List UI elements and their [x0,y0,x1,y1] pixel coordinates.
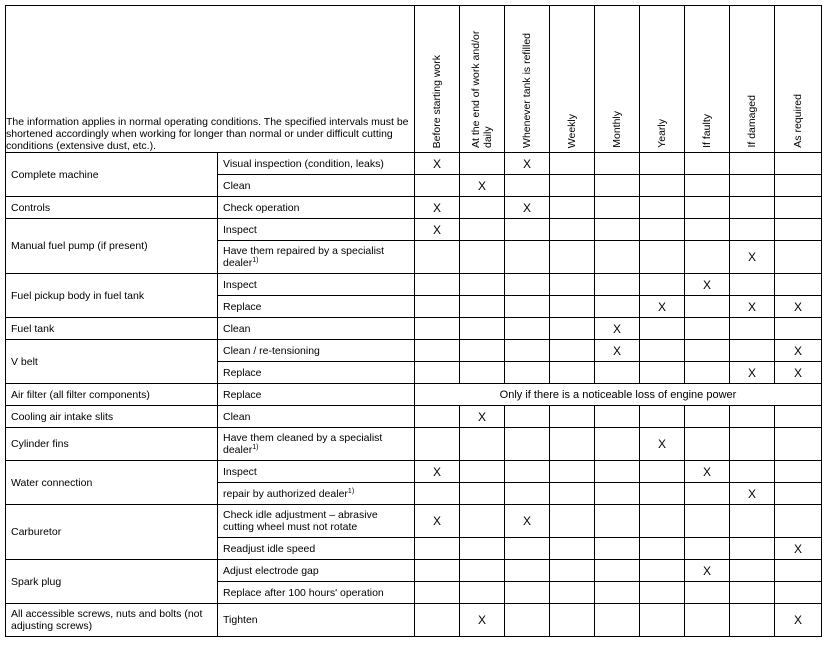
interval-cell [685,428,730,461]
interval-cell [415,318,460,340]
interval-cell [460,362,505,384]
interval-cell [415,604,460,637]
interval-cell [685,219,730,241]
interval-cell [775,483,822,505]
column-header: Yearly [640,6,685,153]
interval-cell [415,241,460,274]
action-cell [218,560,415,582]
interval-cell [595,362,640,384]
action-cell [218,505,415,538]
component-cell: All accessible screws, nuts and bolts (not adjusting screws) [6,604,218,637]
interval-cell [550,241,595,274]
interval-cell [415,175,460,197]
interval-cell [775,406,822,428]
interval-cell [685,153,730,175]
interval-cell [550,560,595,582]
interval-cell [595,604,640,637]
action-text: Have them repaired by a specialist dealer [223,245,385,269]
interval-cell [415,340,460,362]
action-cell [218,483,415,505]
interval-cell [505,560,550,582]
footnote-ref: 1) [347,487,355,495]
footnote-ref: 1) [252,444,259,451]
interval-cell [460,560,505,582]
interval-cell [640,153,685,175]
action-cell [218,604,415,637]
table-row [6,560,822,582]
interval-cell [685,318,730,340]
interval-mark: X [460,406,505,428]
interval-cell [595,241,640,274]
interval-mark: X [775,538,822,560]
interval-cell [640,505,685,538]
table-row [6,406,822,428]
column-header: Weekly [550,6,595,153]
interval-cell [730,406,775,428]
interval-cell [550,318,595,340]
interval-cell [550,428,595,461]
interval-mark: X [640,296,685,318]
interval-cell [775,219,822,241]
interval-mark: X [595,318,640,340]
footnote-ref: 1) [252,257,259,264]
action-cell [218,296,415,318]
action-cell [218,461,415,483]
interval-cell [595,538,640,560]
interval-cell [640,560,685,582]
action-text: Replace [223,300,262,313]
interval-cell [775,461,822,483]
interval-cell [460,340,505,362]
interval-cell [505,604,550,637]
interval-cell [505,582,550,604]
action-cell [218,538,415,560]
action-text: Clean [223,179,251,192]
interval-cell [640,219,685,241]
interval-cell [505,219,550,241]
interval-cell [550,197,595,219]
interval-cell [730,219,775,241]
interval-cell [460,538,505,560]
interval-cell [415,560,460,582]
interval-cell [640,538,685,560]
action-cell [218,241,415,274]
interval-cell [415,296,460,318]
interval-mark: X [415,197,460,219]
action-cell [218,318,415,340]
interval-cell [460,505,505,538]
interval-cell [640,241,685,274]
table-row [6,153,822,175]
action-cell [218,582,415,604]
interval-cell [595,428,640,461]
component-cell: Spark plug [6,560,218,604]
component-cell: Water connection [6,461,218,505]
interval-cell [550,461,595,483]
interval-cell [775,318,822,340]
column-header: At the end of work and/or daily [460,6,505,153]
column-header: If damaged [730,6,775,153]
action-text: Tighten [223,614,258,626]
interval-cell [775,241,822,274]
interval-cell [550,505,595,538]
interval-cell [730,461,775,483]
interval-cell [460,153,505,175]
interval-cell [685,340,730,362]
interval-note: Only if there is a noticeable loss of engine power [415,384,822,406]
interval-cell [685,362,730,384]
interval-cell [460,219,505,241]
interval-cell [505,296,550,318]
interval-cell [685,241,730,274]
interval-cell [640,461,685,483]
action-cell [218,153,415,175]
action-cell [218,197,415,219]
interval-cell [775,582,822,604]
interval-cell [505,175,550,197]
action-text: Clean [223,322,251,335]
interval-cell [505,241,550,274]
interval-cell [685,175,730,197]
interval-cell [550,362,595,384]
maintenance-chart [5,5,822,637]
interval-cell [640,274,685,296]
interval-mark: X [415,461,460,483]
interval-cell [415,483,460,505]
interval-cell [685,483,730,505]
action-cell [218,362,415,384]
interval-cell [550,274,595,296]
interval-cell [550,538,595,560]
action-text: Clean / re-tensioning [223,344,320,357]
interval-cell [550,582,595,604]
interval-cell [685,406,730,428]
interval-cell [595,483,640,505]
interval-mark: X [505,153,550,175]
component-cell: Controls [6,197,218,219]
interval-mark: X [730,296,775,318]
interval-mark: X [775,604,822,637]
interval-cell [730,428,775,461]
table-row [6,428,822,461]
table-row [6,384,822,406]
table-row [6,340,822,362]
interval-mark: X [730,483,775,505]
interval-cell [460,274,505,296]
interval-cell [550,340,595,362]
interval-cell [415,274,460,296]
interval-cell [775,197,822,219]
interval-cell [550,219,595,241]
interval-cell [730,505,775,538]
interval-cell [505,538,550,560]
interval-cell [685,582,730,604]
interval-cell [415,362,460,384]
interval-mark: X [685,560,730,582]
maintenance-table [5,5,822,637]
action-text: Inspect [223,465,257,478]
interval-cell [730,318,775,340]
component-cell: Air filter (all filter components) [6,384,218,406]
interval-cell [775,560,822,582]
interval-cell [640,175,685,197]
column-header: If faulty [685,6,730,153]
interval-mark: X [640,428,685,461]
component-cell: Manual fuel pump (if present) [6,219,218,274]
interval-mark: X [460,604,505,637]
interval-cell [595,219,640,241]
action-text: Inspect [223,223,257,236]
interval-cell [730,604,775,637]
action-text: Replace [223,388,262,401]
action-text: Inspect [223,278,257,291]
action-cell [218,340,415,362]
interval-mark: X [730,362,775,384]
action-text: Replace after 100 hours' operation [223,586,384,599]
interval-cell [460,197,505,219]
interval-mark: X [775,362,822,384]
interval-cell [550,153,595,175]
action-cell [218,384,415,406]
interval-cell [595,175,640,197]
interval-mark: X [415,505,460,538]
table-row [6,197,822,219]
column-header: Whenever tank is refilled [505,6,550,153]
interval-cell [595,197,640,219]
column-header: Monthly [595,6,640,153]
column-header: Before starting work [415,6,460,153]
interval-cell [460,461,505,483]
interval-cell [505,318,550,340]
interval-cell [460,582,505,604]
interval-cell [505,461,550,483]
table-row [6,274,822,296]
interval-cell [550,406,595,428]
interval-mark: X [460,175,505,197]
interval-cell [730,340,775,362]
interval-cell [685,505,730,538]
table-body [6,153,822,637]
action-text: repair by authorized dealer [223,487,348,500]
component-cell: Cooling air intake slits [6,406,218,428]
interval-cell [640,406,685,428]
interval-cell [460,241,505,274]
interval-cell [595,461,640,483]
column-header: As required [775,6,822,153]
interval-mark: X [730,241,775,274]
interval-cell [640,483,685,505]
interval-cell [730,582,775,604]
action-cell [218,175,415,197]
interval-mark: X [415,219,460,241]
action-text: Readjust idle speed [223,542,316,555]
interval-cell [595,560,640,582]
component-cell: Carburetor [6,505,218,560]
interval-mark: X [685,274,730,296]
interval-mark: X [595,340,640,362]
interval-cell [415,582,460,604]
interval-cell [505,406,550,428]
action-cell [218,406,415,428]
interval-cell [685,296,730,318]
interval-cell [685,197,730,219]
interval-mark: X [505,505,550,538]
intro-text: The information applies in normal operating conditions. The specified intervals must be shortened accordingly when working for longer than normal or under difficult cutting conditions (extensive dust, etc.). [6,6,415,153]
action-text: Clean [223,410,251,423]
interval-cell [550,175,595,197]
table-row [6,318,822,340]
interval-cell [640,362,685,384]
interval-cell [505,428,550,461]
action-cell [218,428,415,461]
interval-cell [775,175,822,197]
interval-cell [685,538,730,560]
interval-cell [460,483,505,505]
interval-cell [550,296,595,318]
interval-mark: X [505,197,550,219]
interval-cell [730,538,775,560]
interval-cell [775,153,822,175]
action-text: Check idle adjustment – abrasive cutting wheel must not rotate [223,509,378,533]
interval-cell [640,340,685,362]
interval-cell [595,406,640,428]
interval-mark: X [775,296,822,318]
interval-cell [685,604,730,637]
interval-cell [460,296,505,318]
interval-cell [415,406,460,428]
action-text: Adjust electrode gap [223,564,319,577]
interval-mark: X [775,340,822,362]
interval-cell [595,582,640,604]
interval-cell [640,604,685,637]
component-cell: Fuel pickup body in fuel tank [6,274,218,318]
interval-mark: X [415,153,460,175]
interval-cell [505,362,550,384]
interval-cell [595,505,640,538]
action-text: Check operation [223,201,300,214]
action-text: Have them cleaned by a specialist dealer [223,432,383,456]
component-cell: Complete machine [6,153,218,197]
interval-mark: X [685,461,730,483]
interval-cell [550,604,595,637]
component-cell: V belt [6,340,218,384]
interval-cell [730,153,775,175]
action-text: Replace [223,366,262,379]
interval-cell [505,483,550,505]
interval-cell [640,197,685,219]
interval-cell [730,274,775,296]
interval-cell [775,505,822,538]
table-row [6,219,822,241]
table-row [6,604,822,637]
table-row [6,505,822,538]
interval-cell [595,274,640,296]
interval-cell [730,175,775,197]
interval-cell [775,274,822,296]
interval-cell [460,318,505,340]
interval-cell [550,483,595,505]
interval-cell [730,197,775,219]
interval-cell [640,318,685,340]
action-cell [218,274,415,296]
component-cell: Fuel tank [6,318,218,340]
interval-cell [595,296,640,318]
interval-cell [415,538,460,560]
component-cell: Cylinder fins [6,428,218,461]
interval-cell [505,340,550,362]
interval-cell [415,428,460,461]
action-text: Visual inspection (condition, leaks) [223,157,384,170]
action-cell [218,219,415,241]
interval-cell [775,428,822,461]
interval-cell [505,274,550,296]
table-row [6,461,822,483]
interval-cell [640,582,685,604]
interval-cell [460,428,505,461]
interval-cell [730,560,775,582]
header-row [6,6,822,153]
interval-cell [595,153,640,175]
